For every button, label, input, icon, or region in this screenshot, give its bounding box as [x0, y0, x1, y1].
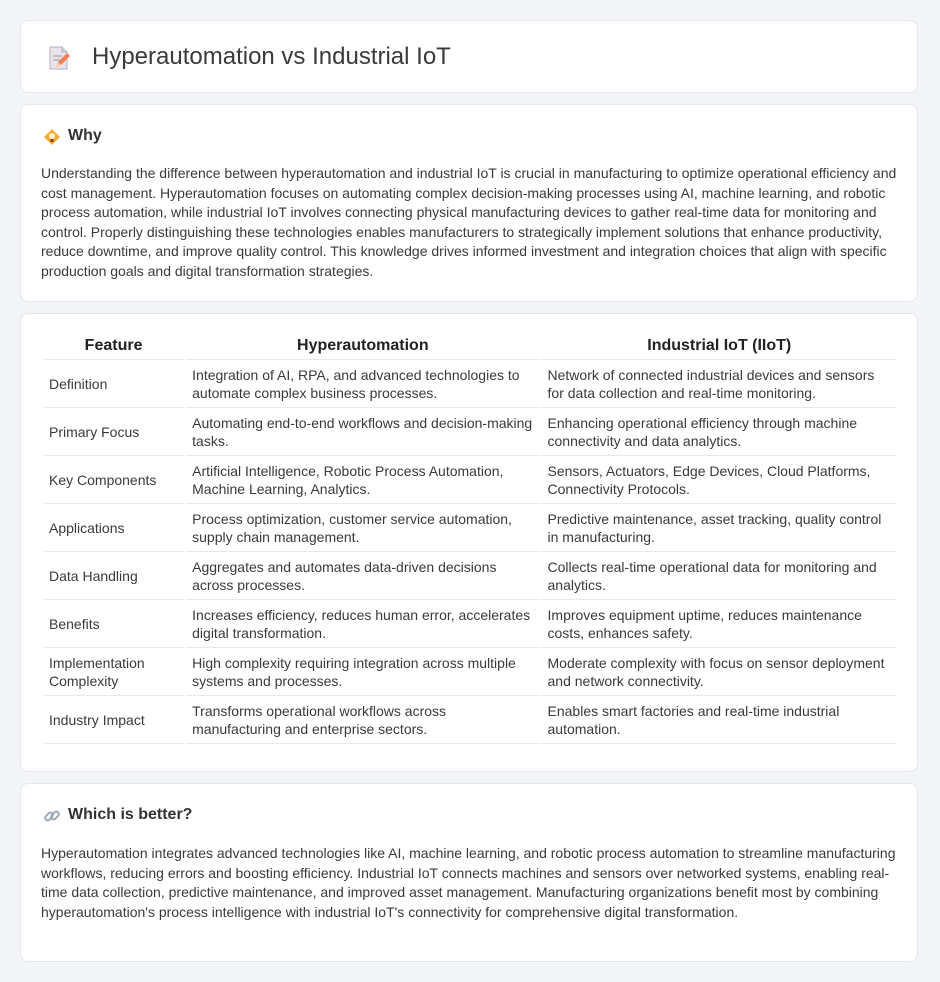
hyperautomation-cell: Aggregates and automates data-driven decisions across processes. — [186, 552, 539, 600]
which-is-better-section — [20, 783, 918, 962]
feature-cell: Key Components — [43, 456, 184, 504]
hyperautomation-cell: Process optimization, customer service automation, supply chain management. — [186, 504, 539, 552]
feature-cell: Applications — [43, 504, 184, 552]
page-title: Hyperautomation vs Industrial IoT — [92, 43, 451, 70]
header-hyperautomation: Hyperautomation — [186, 335, 539, 360]
iiot-cell: Collects real-time operational data for monitoring and analytics. — [542, 552, 897, 600]
hyperautomation-cell: Integration of AI, RPA, and advanced technologies to automate complex business processes. — [186, 360, 539, 408]
header-feature: Feature — [43, 335, 184, 360]
table-row — [43, 696, 897, 744]
feature-cell: Implementation Complexity — [43, 648, 184, 696]
better-text: Hyperautomation integrates advanced technologies like AI, machine learning, and robotic process automation to streamline manufacturing workflows, reducing errors and boosting efficiency. Industrial IoT connects machines and sensors over networked systems, enabling real-time data collection, predictive maintenance, and improved asset management. Manufacturing organizations benefit most by combining hyperautomation's process intelligence with industrial IoT's connectivity for comprehensive digital transformation. — [41, 845, 896, 920]
hyperautomation-cell: High complexity requiring integration across multiple systems and processes. — [186, 648, 539, 696]
why-text: Understanding the difference between hyperautomation and industrial IoT is crucial in manufacturing to optimize operational efficiency and cost management. Hyperautomation focuses on automating complex decision-making processes using AI, machine learning, and robotic process automation, while industrial IoT involves connecting physical manufacturing devices to gather real-time data for monitoring and control. Properly distinguishing these technologies enables manufacturers to strategically implement solutions that enhance productivity, reduce downtime, and improve quality control. This knowledge drives informed investment and integration choices that align with specific production goals and digital transformation strategies. — [41, 165, 897, 279]
title-card — [20, 20, 918, 93]
iiot-cell: Predictive maintenance, asset tracking, quality control in manufacturing. — [542, 504, 897, 552]
why-heading: Why — [68, 127, 102, 144]
header-iiot: Industrial IoT (IIoT) — [542, 335, 897, 360]
comparison-table — [41, 335, 899, 744]
better-heading: Which is better? — [68, 806, 193, 823]
table-row — [43, 600, 897, 648]
table-row — [43, 504, 897, 552]
table-row — [43, 552, 897, 600]
document-pen-icon — [47, 45, 71, 71]
table-row — [43, 648, 897, 696]
feature-cell: Benefits — [43, 600, 184, 648]
table-row — [43, 360, 897, 408]
iiot-cell: Moderate complexity with focus on sensor deployment and network connectivity. — [542, 648, 897, 696]
iiot-cell: Sensors, Actuators, Edge Devices, Cloud Platforms, Connectivity Protocols. — [542, 456, 897, 504]
hyperautomation-cell: Transforms operational workflows across manufacturing and enterprise sectors. — [186, 696, 539, 744]
feature-cell: Primary Focus — [43, 408, 184, 456]
iiot-cell: Enables smart factories and real-time industrial automation. — [542, 696, 897, 744]
feature-cell: Definition — [43, 360, 184, 408]
link-icon — [43, 807, 61, 825]
hyperautomation-cell: Artificial Intelligence, Robotic Process Automation, Machine Learning, Analytics. — [186, 456, 539, 504]
table-row — [43, 408, 897, 456]
iiot-cell: Improves equipment uptime, reduces maintenance costs, enhances safety. — [542, 600, 897, 648]
iiot-cell: Enhancing operational efficiency through machine connectivity and data analytics. — [542, 408, 897, 456]
hyperautomation-cell: Increases efficiency, reduces human error, accelerates digital transformation. — [186, 600, 539, 648]
table-row — [43, 456, 897, 504]
comparison-section — [20, 313, 918, 772]
table-header-row — [43, 335, 897, 360]
feature-cell: Industry Impact — [43, 696, 184, 744]
hyperautomation-cell: Automating end-to-end workflows and decision-making tasks. — [186, 408, 539, 456]
why-section — [20, 104, 918, 302]
lightbulb-icon — [43, 128, 61, 146]
iiot-cell: Network of connected industrial devices and sensors for data collection and real-time monitoring. — [542, 360, 897, 408]
feature-cell: Data Handling — [43, 552, 184, 600]
